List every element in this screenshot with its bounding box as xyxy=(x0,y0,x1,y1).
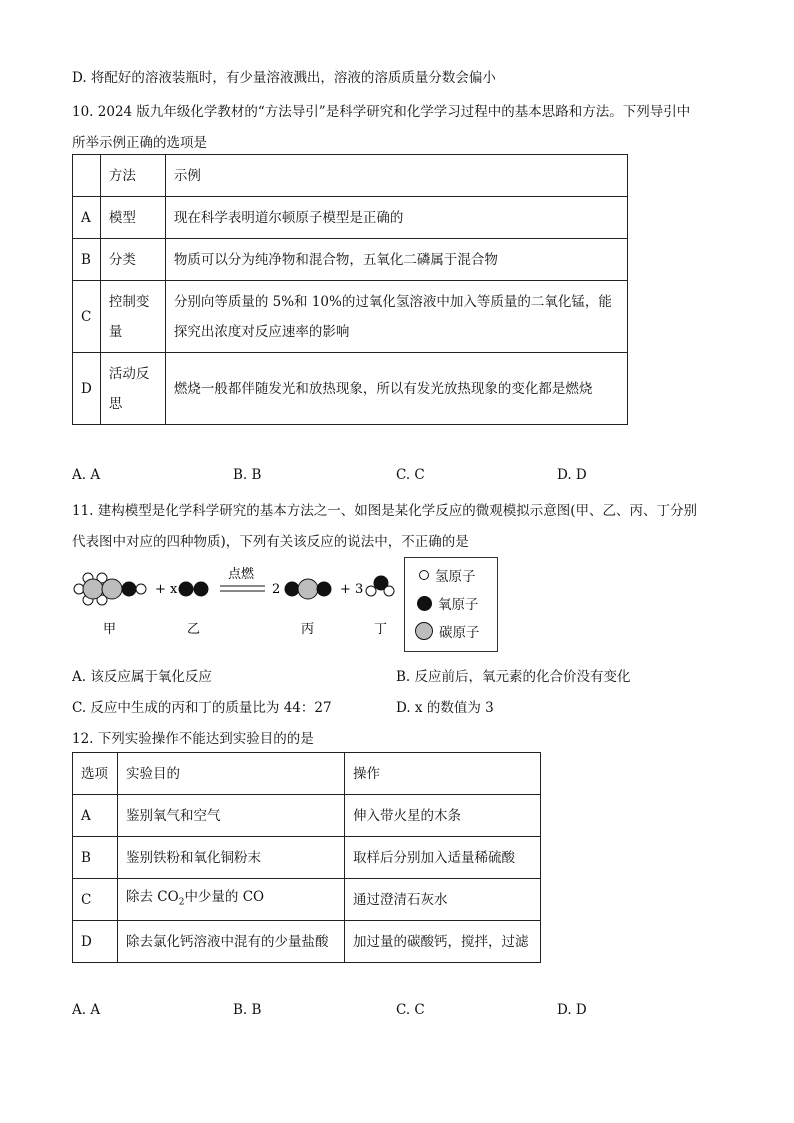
molecule-bing xyxy=(285,579,332,599)
hydrogen-atom-icon xyxy=(136,584,146,594)
q11-choice-b: B. 反应前后，氧元素的化合价没有变化 xyxy=(396,669,631,685)
header-option: 选项 xyxy=(73,753,118,795)
oxygen-atom-icon xyxy=(285,582,300,597)
oxygen-atom-icon xyxy=(194,582,209,597)
hydrogen-atom-icon xyxy=(384,586,394,596)
row-purpose: 除去氯化钙溶液中混有的少量盐酸 xyxy=(118,921,345,963)
q10-choice-a: A. A xyxy=(72,467,101,483)
molecule-yi xyxy=(179,582,209,597)
row-example: 现在科学表明道尔顿原子模型是正确的 xyxy=(165,197,627,239)
q11-choice-c: C. 反应中生成的丙和丁的质量比为 44：27 xyxy=(72,700,332,716)
row-method: 模型 xyxy=(100,197,165,239)
q12-choice-b: B. B xyxy=(233,1002,262,1018)
q10-choice-b: B. B xyxy=(233,467,262,483)
legend-label: 氧原子 xyxy=(438,597,479,613)
q10-choice-d: D. D xyxy=(557,467,587,483)
row-option: D xyxy=(73,353,101,425)
table-row xyxy=(73,239,628,281)
row-operation: 加过量的碳酸钙，搅拌，过滤 xyxy=(345,921,541,963)
table-row xyxy=(73,921,541,963)
header-example: 示例 xyxy=(165,155,627,197)
hydrogen-atom-icon xyxy=(366,586,376,596)
legend-label: 氢原子 xyxy=(435,569,476,585)
q11-stem-line1: 11. 建构模型是化学科学研究的基本方法之一、如图是某化学反应的微观模拟示意图(甲、乙、丙、丁分别 xyxy=(72,503,698,519)
oxygen-atom-icon xyxy=(317,582,332,597)
row-option: D xyxy=(73,921,118,963)
row-option: C xyxy=(73,281,101,353)
molecule-jia xyxy=(74,573,146,605)
carbon-atom-icon xyxy=(415,622,433,640)
plus-x-label: + x xyxy=(155,582,178,597)
table-row xyxy=(73,837,541,879)
header-option xyxy=(73,155,101,197)
row-option: B xyxy=(73,239,101,281)
plus-3-label: + 3 xyxy=(340,582,364,597)
row-operation: 通过澄清石灰水 xyxy=(345,879,541,921)
q11-choice-d: D. x 的数值为 3 xyxy=(396,700,494,716)
legend-carbon xyxy=(415,621,480,641)
q10-choice-c: C. C xyxy=(396,467,425,483)
row-purpose xyxy=(118,879,345,921)
carbon-atom-icon xyxy=(102,579,122,599)
purpose-text-pre: 除去 CO xyxy=(126,888,179,905)
label-bing: 丙 xyxy=(301,622,315,637)
row-purpose: 鉴别铁粉和氧化铜粉末 xyxy=(118,837,345,879)
q12-choice-a: A. A xyxy=(72,1002,101,1018)
q12-stem: 12. 下列实验操作不能达到实验目的的是 xyxy=(72,731,314,747)
row-option: A xyxy=(73,197,101,239)
row-example: 分别向等质量的 5%和 10%的过氧化氢溶液中加入等质量的二氧化锰，能探究出浓度对反应速率的影响 xyxy=(165,281,627,353)
table-row xyxy=(73,197,628,239)
row-purpose: 鉴别氧气和空气 xyxy=(118,795,345,837)
row-example: 燃烧一般都伴随发光和放热现象，所以有发光放热现象的变化都是燃烧 xyxy=(165,353,627,425)
atom-legend xyxy=(404,557,498,652)
table-row xyxy=(73,353,628,425)
q12-choice-c: C. C xyxy=(396,1002,425,1018)
hydrogen-atom-icon xyxy=(419,570,429,580)
q11-stem-line2: 代表图中对应的四种物质)，下列有关该反应的说法中，不正确的是 xyxy=(72,534,469,550)
row-operation: 伸入带火星的木条 xyxy=(345,795,541,837)
q9-option-d: D. 将配好的溶液装瓶时，有少量溶液溅出，溶液的溶质质量分数会偏小 xyxy=(72,70,496,86)
row-operation: 取样后分别加入适量稀硫酸 xyxy=(345,837,541,879)
label-jia: 甲 xyxy=(103,622,117,637)
row-method: 控制变量 xyxy=(100,281,165,353)
row-option: B xyxy=(73,837,118,879)
table-header-row xyxy=(73,155,628,197)
legend-label: 碳原子 xyxy=(439,625,480,641)
oxygen-atom-icon xyxy=(417,596,432,611)
q10-stem-line1: 10. 2024 版九年级化学教材的“方法导引”是科学研究和化学学习过程中的基本思路和方法。下列导引中 xyxy=(72,104,691,120)
molecule-ding xyxy=(366,576,394,597)
row-option: C xyxy=(73,879,118,921)
table-row xyxy=(73,795,541,837)
label-ding: 丁 xyxy=(374,622,388,637)
q10-table xyxy=(72,154,628,425)
purpose-subscript: 2 xyxy=(178,897,185,908)
table-header-row xyxy=(73,753,541,795)
oxygen-atom-icon xyxy=(179,582,194,597)
table-row xyxy=(73,281,628,353)
table-row xyxy=(73,879,541,921)
label-yi: 乙 xyxy=(187,622,201,637)
carbon-atom-icon xyxy=(83,579,103,599)
header-method: 方法 xyxy=(100,155,165,197)
coefficient-2: 2 xyxy=(272,582,281,597)
q12-table xyxy=(72,752,541,963)
reaction-condition: 点燃 xyxy=(228,567,255,582)
row-method: 分类 xyxy=(100,239,165,281)
row-option: A xyxy=(73,795,118,837)
header-operation: 操作 xyxy=(345,753,541,795)
purpose-text-post: 中少量的 CO xyxy=(184,888,265,905)
q12-choice-d: D. D xyxy=(557,1002,587,1018)
legend-oxygen xyxy=(417,593,479,613)
row-example: 物质可以分为纯净物和混合物，五氧化二磷属于混合物 xyxy=(165,239,627,281)
q10-stem-line2: 所举示例正确的选项是 xyxy=(72,135,207,151)
header-purpose: 实验目的 xyxy=(118,753,345,795)
carbon-atom-icon xyxy=(298,579,318,599)
q11-choice-a: A. 该反应属于氧化反应 xyxy=(72,669,212,685)
oxygen-atom-icon xyxy=(122,582,137,597)
legend-hydrogen xyxy=(419,565,476,585)
row-method: 活动反思 xyxy=(100,353,165,425)
